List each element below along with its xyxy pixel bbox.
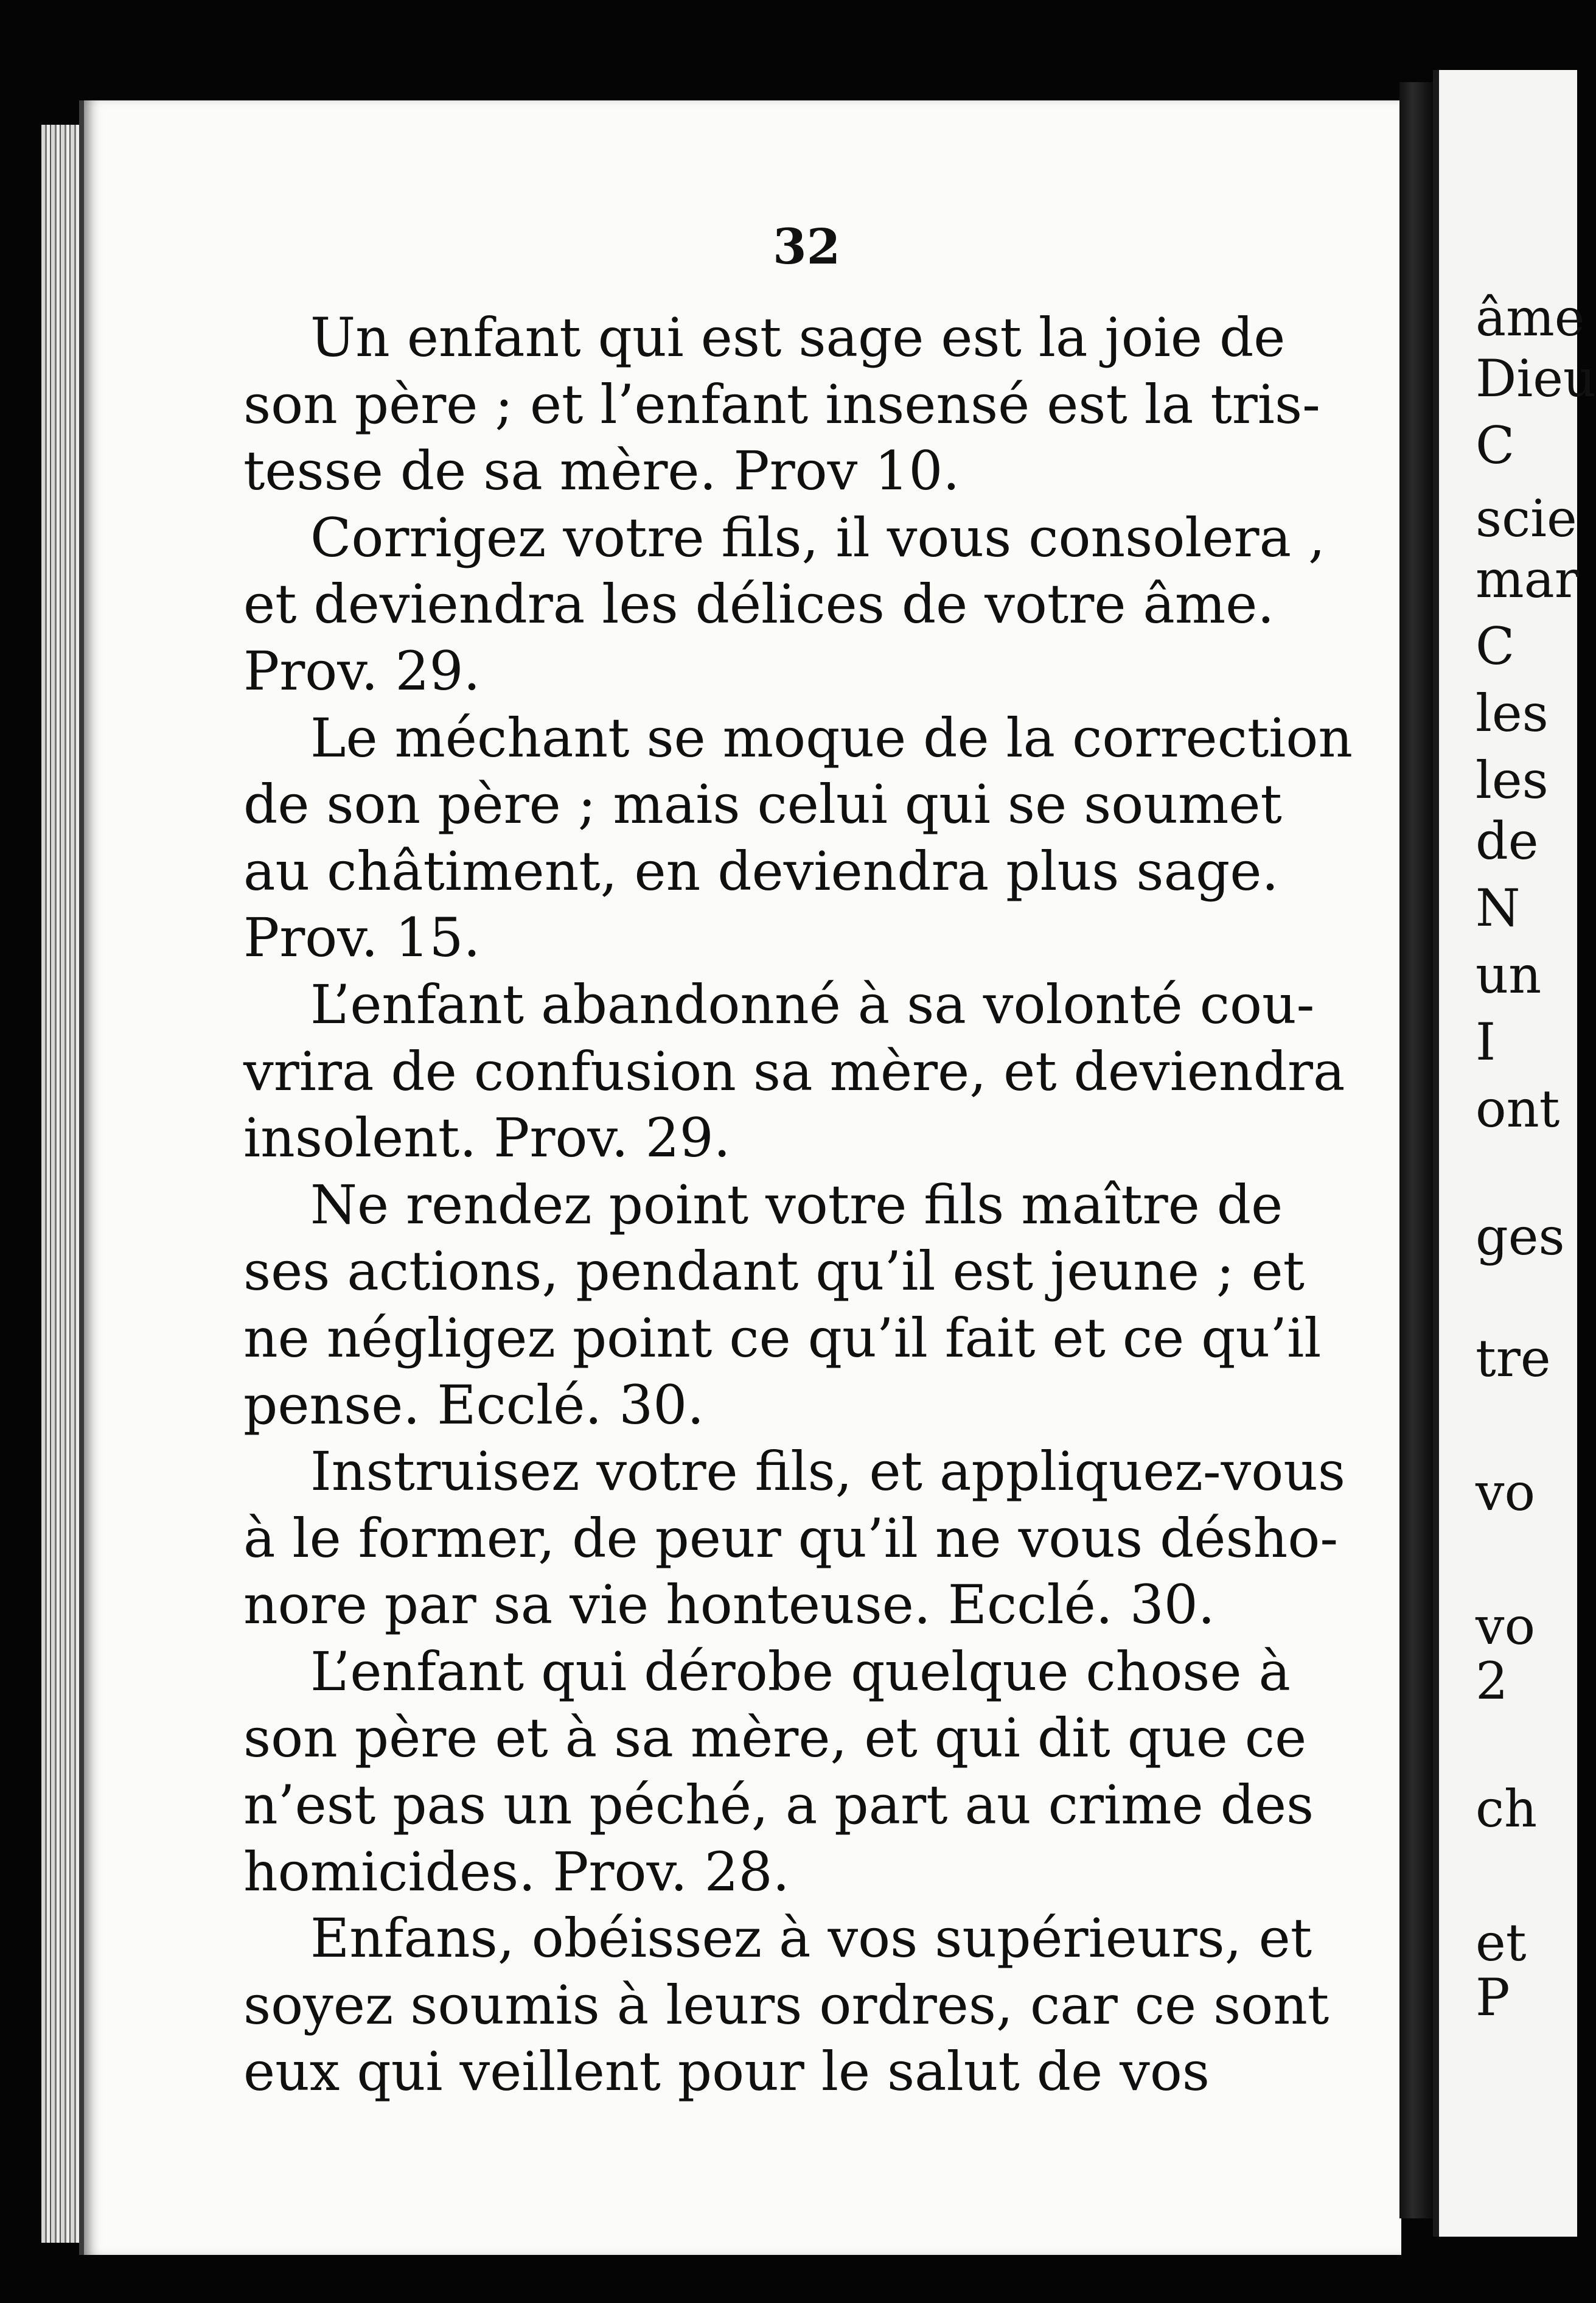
text-line: pense. Ecclé. 30. xyxy=(243,1373,705,1436)
paragraph xyxy=(243,505,1372,705)
text-line: Prov. 29. xyxy=(243,639,481,702)
text-line: n’est pas un péché, a part au crime des xyxy=(243,1774,1314,1837)
text-line: soyez soumis à leurs ordres, car ce sont xyxy=(243,1973,1329,2036)
facing-page-fragment: ges xyxy=(1476,1207,1565,1267)
text-line: nore par sa vie honteuse. Ecclé. 30. xyxy=(243,1573,1215,1637)
facing-page-fragment: ont xyxy=(1476,1079,1560,1139)
text-line: Le méchant se moque de la correction xyxy=(310,706,1353,769)
page-number: 32 xyxy=(773,218,841,275)
facing-page-fragment: C xyxy=(1476,617,1515,676)
facing-page-fragment: de xyxy=(1476,811,1539,871)
page-body-text xyxy=(243,304,1372,2105)
facing-page-fragment: tre xyxy=(1476,1329,1551,1388)
text-line: à le former, de peur qu’il ne vous désho- xyxy=(243,1506,1339,1570)
text-line: insolent. Prov. 29. xyxy=(243,1106,731,1170)
text-line: de son père ; mais celui qui se soumet xyxy=(243,773,1282,836)
facing-page-fragment: scie xyxy=(1476,489,1577,548)
text-line: Prov. 15. xyxy=(243,906,481,970)
facing-page-fragment: vo xyxy=(1476,1463,1536,1522)
text-line: ne négligez point ce qu’il fait et ce qu’il xyxy=(243,1306,1322,1369)
text-line: L’enfant abandonné à sa volonté cou- xyxy=(310,973,1315,1036)
facing-page-fragment: âme xyxy=(1476,288,1585,348)
facing-page-fragment: Dieu xyxy=(1476,349,1596,408)
text-line: Instruisez votre fils, et appliquez-vous xyxy=(310,1440,1346,1503)
text-line: et deviendra les délices de votre âme. xyxy=(243,573,1275,636)
facing-page-fragment: C xyxy=(1476,416,1515,475)
paragraph xyxy=(243,705,1372,971)
paragraph xyxy=(243,304,1372,505)
text-line: ses actions, pendant qu’il est jeune ; et xyxy=(243,1240,1305,1303)
paragraph xyxy=(243,971,1372,1172)
text-line: Un enfant qui est sage est la joie de xyxy=(310,306,1286,369)
facing-page-fragment: mar xyxy=(1476,550,1579,609)
facing-page-fragment: P xyxy=(1476,1968,1510,2027)
facing-page-fragment: un xyxy=(1476,945,1542,1005)
facing-page-fragment: I xyxy=(1476,1012,1496,1072)
facing-page-fragment: N xyxy=(1476,878,1521,938)
text-line: homicides. Prov. 28. xyxy=(243,1840,790,1903)
paragraph xyxy=(243,1905,1372,2105)
text-line: tesse de sa mère. Prov 10. xyxy=(243,439,960,503)
text-line: son père ; et l’enfant insensé est la tris- xyxy=(243,372,1320,436)
book-gutter xyxy=(1399,82,1433,2218)
facing-page-fragment: et xyxy=(1476,1913,1527,1973)
facing-page-fragment: ch xyxy=(1476,1779,1538,1839)
paragraph xyxy=(243,1638,1372,1905)
text-line: Ne rendez point votre fils maître de xyxy=(310,1173,1283,1236)
facing-page-fragment: les xyxy=(1476,683,1549,743)
text-line: L’enfant qui dérobe quelque chose à xyxy=(310,1640,1291,1703)
text-line: son père et à sa mère, et qui dit que ce xyxy=(243,1707,1307,1770)
text-line: Enfans, obéissez à vos supérieurs, et xyxy=(310,1907,1312,1970)
text-line: Corrigez votre fils, il vous consolera , xyxy=(310,506,1326,569)
text-line: au châtiment, en deviendra plus sage. xyxy=(243,839,1279,903)
facing-page-fragment: vo xyxy=(1476,1596,1536,1656)
paragraph xyxy=(243,1172,1372,1438)
facing-page-fragment: les xyxy=(1476,750,1549,810)
paragraph xyxy=(243,1438,1372,1638)
text-line: vrira de confusion sa mère, et deviendra xyxy=(243,1040,1345,1103)
text-line: eux qui veillent pour le salut de vos xyxy=(243,2040,1210,2103)
facing-page-fragment: 2 xyxy=(1476,1651,1508,1711)
